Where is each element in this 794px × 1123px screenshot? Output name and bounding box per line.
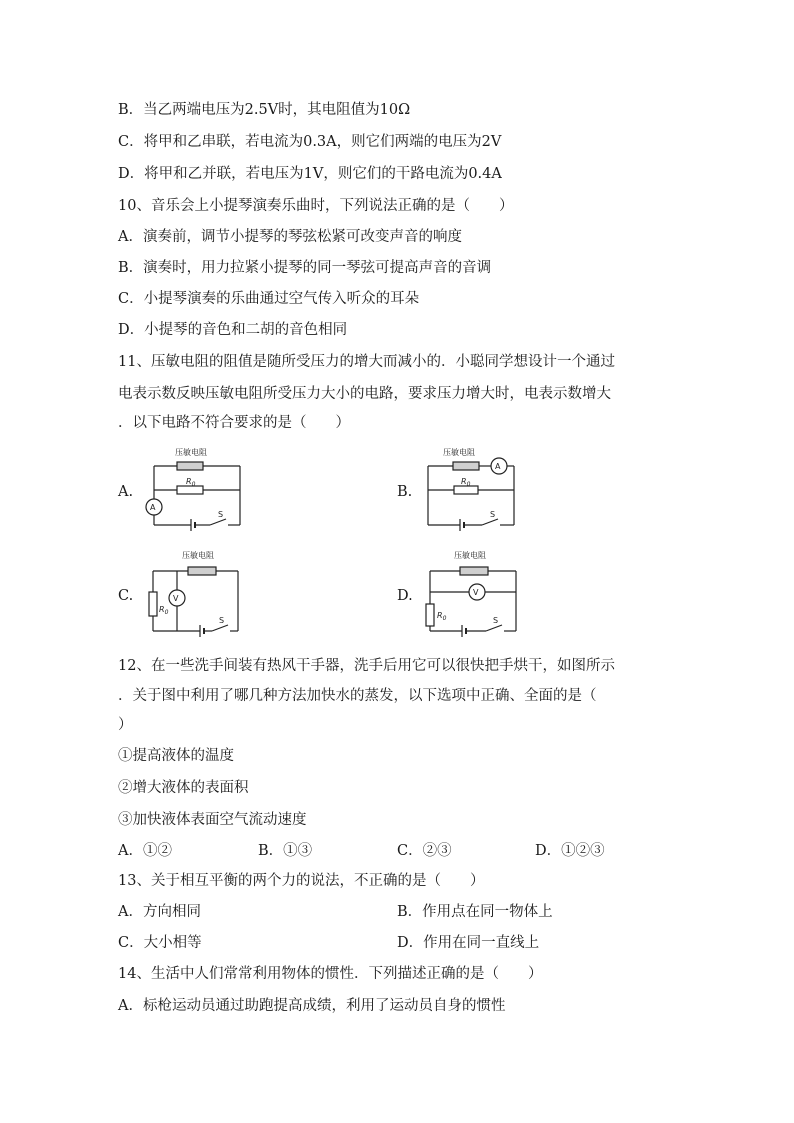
q11-stem-1: 11、压敏电阻的阻值是随所受压力的增大而减小的．小聪同学想设计一个通过 [118, 354, 615, 370]
q9-option-d: D．将甲和乙并联，若电压为1V，则它们的干路电流为0.4A [118, 166, 502, 182]
circuit-a-ammeter-label: A [150, 503, 156, 512]
circuit-c-resistor-label: 压敏电阻 [182, 551, 214, 560]
q10-option-b: B．演奏时，用力拉紧小提琴的同一琴弦可提高声音的音调 [118, 260, 492, 276]
circuit-d-resistor-label: 压敏电阻 [454, 551, 486, 560]
circuit-a-diagram [138, 445, 248, 535]
circuit-a-r0-label: $R_0$ [186, 477, 196, 488]
circuit-c-r0-label: $R_0$ [159, 605, 169, 616]
q12-item-2: ②增大液体的表面积 [118, 780, 249, 796]
q12-option-c: C．②③ [397, 843, 452, 859]
q9-option-c: C．将甲和乙串联，若电流为0.3A，则它们两端的电压为2V [118, 134, 502, 150]
q10-stem: 10、音乐会上小提琴演奏乐曲时，下列说法正确的是（ ） [118, 198, 514, 214]
q13-option-c: C．大小相等 [118, 935, 202, 951]
q11-option-a-label: A. [118, 484, 134, 500]
q14-stem: 14、生活中人们常常利用物体的惯性．下列描述正确的是（ ） [118, 966, 543, 982]
circuit-d-diagram [418, 548, 528, 640]
circuit-c-switch-label: S [219, 616, 225, 625]
q13-stem: 13、关于相互平衡的两个力的说法，不正确的是（ ） [118, 873, 485, 889]
q12-option-b: B．①③ [258, 843, 313, 859]
circuit-c-diagram [140, 548, 250, 640]
q12-item-1: ①提高液体的温度 [118, 748, 234, 764]
q13-option-a: A．方向相同 [118, 904, 201, 920]
q11-stem-2: 电表示数反映压敏电阻所受压力大小的电路，要求压力增大时，电表示数增大 [118, 386, 611, 402]
circuit-b-r0-label: $R_0$ [461, 477, 471, 488]
q13-option-b: B．作用点在同一物体上 [397, 904, 553, 920]
circuit-b-diagram [418, 445, 528, 535]
q13-option-d: D．作用在同一直线上 [397, 935, 540, 951]
circuit-d-r0-label: $R_0$ [437, 611, 447, 622]
q12-stem-3: ） [118, 717, 133, 733]
q10-option-a: A．演奏前，调节小提琴的琴弦松紧可改变声音的响度 [118, 229, 462, 245]
circuit-c-voltmeter-label: V [173, 594, 179, 603]
q10-option-d: D．小提琴的音色和二胡的音色相同 [118, 322, 348, 338]
q12-option-d: D．①②③ [535, 843, 605, 859]
circuit-d-voltmeter-label: V [473, 588, 479, 597]
q10-option-c: C．小提琴演奏的乐曲通过空气传入听众的耳朵 [118, 291, 420, 307]
q11-option-d-label: D. [397, 588, 413, 604]
circuit-a-resistor-label: 压敏电阻 [175, 448, 207, 457]
q12-item-3: ③加快液体表面空气流动速度 [118, 812, 307, 828]
circuit-b-ammeter-label: A [495, 462, 501, 471]
q11-option-b-label: B. [397, 484, 413, 500]
circuit-a-switch-label: S [218, 510, 224, 519]
circuit-d-switch-label: S [493, 616, 499, 625]
q12-stem-1: 12、在一些洗手间装有热风干手器，洗手后用它可以很快把手烘干，如图所示 [118, 658, 615, 674]
circuit-b-switch-label: S [490, 510, 496, 519]
q11-stem-3: ．以下电路不符合要求的是（ ） [118, 415, 350, 431]
q9-option-b: B．当乙两端电压为2.5V时，其电阻值为10Ω [118, 102, 411, 118]
q12-option-a: A．①② [118, 843, 172, 859]
q14-option-a: A．标枪运动员通过助跑提高成绩，利用了运动员自身的惯性 [118, 998, 506, 1014]
circuit-b-resistor-label: 压敏电阻 [443, 448, 475, 457]
q11-option-c-label: C. [118, 588, 134, 604]
q12-stem-2: ．关于图中利用了哪几种方法加快水的蒸发，以下选项中正确、全面的是（ [118, 688, 597, 704]
